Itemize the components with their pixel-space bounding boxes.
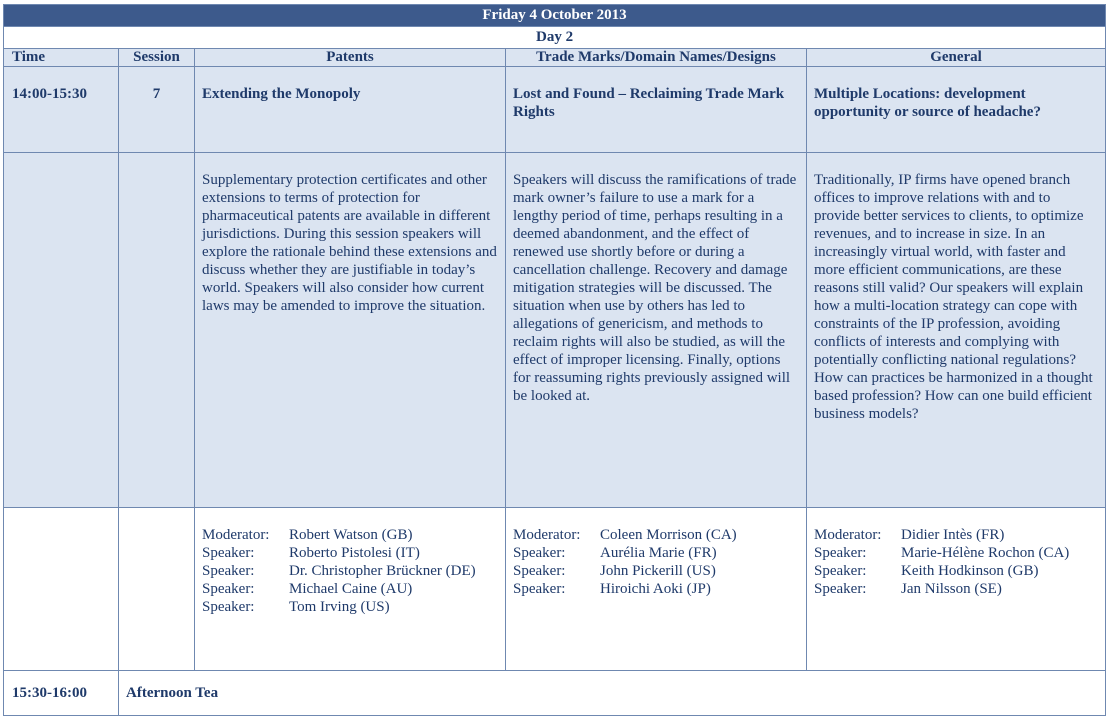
speaker-name: Michael Caine (AU) [289,581,413,597]
speaker-role: Speaker: [814,545,867,561]
speaker-role: Speaker: [202,563,255,579]
speaker-role: Moderator: [513,527,581,543]
speaker-entry [202,526,501,544]
session-number: 7 [119,67,195,153]
speaker-entry [202,544,501,562]
column-header-session: Session [119,49,195,67]
date-header: Friday 4 October 2013 [4,5,1106,27]
column-header-trademarks: Trade Marks/Domain Names/Designs [506,49,807,67]
empty-cell [4,508,119,671]
speaker-name: Coleen Morrison (CA) [600,527,737,543]
speaker-name: Aurélia Marie (FR) [600,545,717,561]
speaker-entry [513,526,802,544]
speaker-entry [513,544,802,562]
patents-description: Supplementary protection certificates and other extensions to terms of protection for pharmaceutical patents are available in different jurisdictions. During this session speakers will explore the rationale behind these extensions and discuss whether they are justifiable in today’s world. Speakers will also consider how current laws may be amended to improve the situation. [195,153,506,508]
session-time: 14:00-15:30 [4,67,119,153]
speaker-entry [202,598,501,616]
day-header: Day 2 [4,27,1106,49]
general-title: Multiple Locations: development opportunity or source of headache? [807,67,1106,153]
speaker-name: Tom Irving (US) [289,599,390,615]
speaker-name: Hiroichi Aoki (JP) [600,581,711,597]
speaker-name: Keith Hodkinson (GB) [901,563,1039,579]
speaker-entry [814,562,1101,580]
break-label: Afternoon Tea [119,671,1106,716]
speaker-role: Speaker: [202,581,255,597]
speaker-name: Marie-Hélène Rochon (CA) [901,545,1070,561]
speaker-role: Speaker: [814,563,867,579]
patents-speakers [195,508,506,671]
column-header-patents: Patents [195,49,506,67]
speaker-role: Speaker: [513,563,566,579]
empty-cell [119,153,195,508]
speaker-name: Roberto Pistolesi (IT) [289,545,420,561]
general-description: Traditionally, IP firms have opened branch offices to improve relations with and to provide better services to clients, to optimize revenues, and to increase in size. In an increasingly virtual world, with faster and more efficient communications, are these reasons still valid? Our speakers will explain how a multi-location strategy can cope with constraints of the IP profession, avoiding conflicts of interests and complying with potentially conflicting national regulations? How can practices be harmonized in a thought based profession? How can one build efficient business models? [807,153,1106,508]
speaker-role: Moderator: [202,527,270,543]
speaker-entry [202,562,501,580]
speaker-name: Didier Intès (FR) [901,527,1005,543]
column-header-time: Time [4,49,119,67]
speaker-entry [202,580,501,598]
speaker-role: Moderator: [814,527,882,543]
empty-cell [4,153,119,508]
schedule-table [3,4,1106,716]
patents-title: Extending the Monopoly [195,67,506,153]
speaker-name: Jan Nilsson (SE) [901,581,1002,597]
trademarks-speakers [506,508,807,671]
empty-cell [119,508,195,671]
speaker-entry [513,562,802,580]
break-time: 15:30-16:00 [4,671,119,716]
speaker-entry [814,526,1101,544]
general-speakers [807,508,1106,671]
speaker-entry [814,544,1101,562]
column-header-general: General [807,49,1106,67]
speaker-name: Dr. Christopher Brückner (DE) [289,563,476,579]
speaker-role: Speaker: [202,545,255,561]
speaker-entry [814,580,1101,598]
speaker-entry [513,580,802,598]
speaker-role: Speaker: [202,599,255,615]
trademarks-description: Speakers will discuss the ramifications of trade mark owner’s failure to use a mark for a lengthy period of time, perhaps resulting in a deemed abandonment, and the effect of renewed use shortly before or during a cancellation challenge. Recovery and damage mitigation strategies will be discussed. The situation when use by others has led to allegations of genericism, and methods to reclaim rights will also be studied, as will the effect of improper licensing. Finally, options for reassuming rights previously assigned will be looked at. [506,153,807,508]
speaker-role: Speaker: [513,545,566,561]
trademarks-title: Lost and Found – Reclaiming Trade Mark Rights [506,67,807,153]
speaker-role: Speaker: [513,581,566,597]
speaker-name: Robert Watson (GB) [289,527,413,543]
speaker-name: John Pickerill (US) [600,563,716,579]
speaker-role: Speaker: [814,581,867,597]
